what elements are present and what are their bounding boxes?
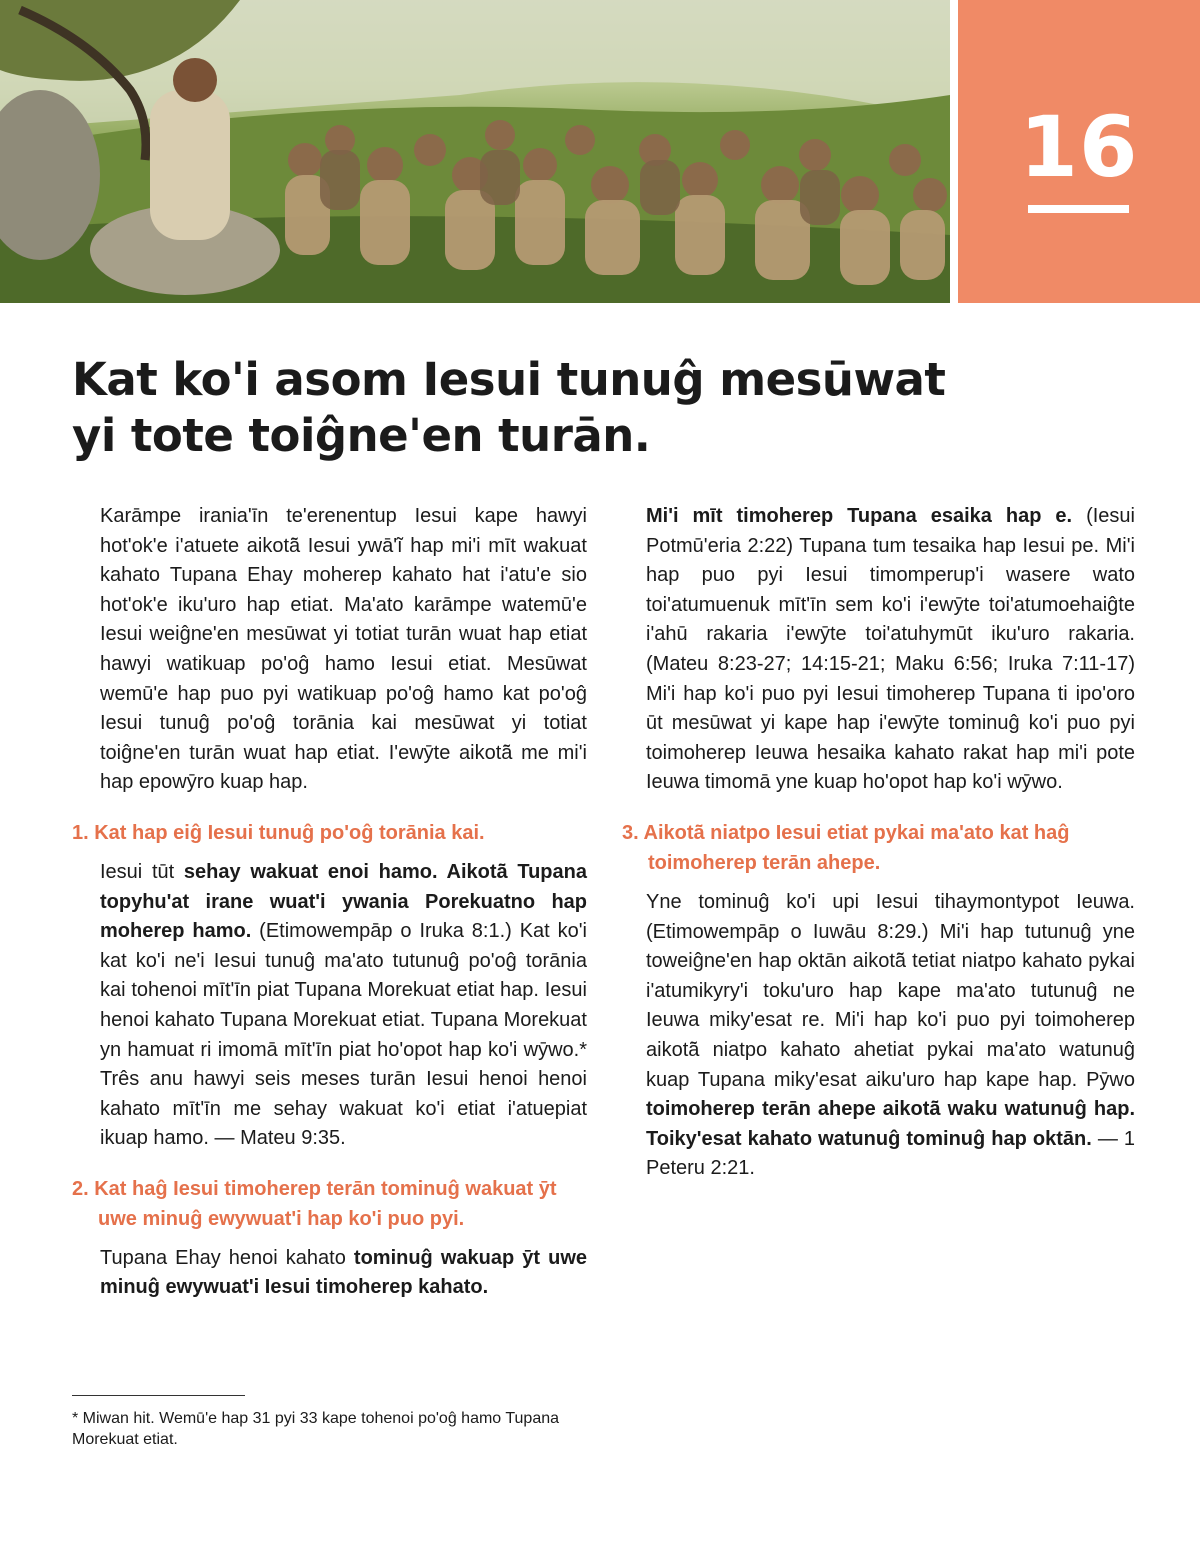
answer-3-text-a: Yne tominuĝ ko'i upi Iesui tihaymontypot Ieuwa. (Etimowempāp o Iuwāu 8:29.) Mi'i hap tutunuĝ yne toweiĝne'en hap oktān aikotā̃ tetiat niatpo kahato pykai i'atumikyry'i toku'uro hap kape ma'ato tutunuĝ ne Ieuwa miky'esat re. Mi'i hap ko'i puo pyi toimoherep aikotā̃ niatpo kahato ahetiat pykai ma'ato watunuĝ kuap Tupana miky'esat aiku'uro hap kape hap. Pȳwo bbox=[646, 890, 1135, 1091]
question-2-heading: 2. Kat haĝ Iesui timoherep terān tominuĝ wakuat ȳt uwe minuĝ ewywuat'i hap ko'i puo pyi. bbox=[72, 1177, 557, 1230]
answer-1-text-c: (Etimowempāp o Iruka 8:1.) Kat ko'i kat ko'i ne'i Iesui tunuĝ ma'ato tutunuĝ po'oĝ torānia kai tohenoi mīt'īn piat Tupana Morekuat etiat hap. Iesui henoi kahato Tupana Morekuat etiat. Tupana Morekuat yn hamuat ri imomā mīt'īn piat ho'opot hap ko'i wȳwo.* Três anu hawyi seis meses turān Iesui henoi henoi kahato mīt'īn me sehay wakuat ko'i etiat i'atuepiat ikuap hamo. — Mateu 9:35. bbox=[100, 920, 588, 1150]
answer-2-text-a: Tupana Ehay henoi kahato bbox=[100, 1246, 354, 1269]
chapter-badge bbox=[958, 0, 1200, 303]
header-photo bbox=[0, 0, 950, 303]
answer-1-bold-text: sehay wakuat enoi hamo. Aikotā̃ Tupana topyhu'at irane wuat'i ywania Porekuatno hap moherep hamo. bbox=[100, 860, 587, 943]
footnote-divider bbox=[72, 1395, 245, 1396]
right-column bbox=[622, 502, 1135, 1184]
lesson-title-line-2: yi tote toiĝne'en turān. bbox=[72, 409, 651, 462]
question-1-heading: 1. Kat hap eiĝ Iesui tunuĝ po'oĝ torānia kai. bbox=[72, 821, 485, 844]
question-3-heading: 3. Aikotā̃ niatpo Iesui etiat pykai ma'ato kat haĝ toimoherep terān ahepe. bbox=[622, 821, 1070, 874]
footnote: * Miwan hit. Wemū'e hap 31 pyi 33 kape tohenoi po'oĝ hamo Tupana Morekuat etiat. bbox=[72, 1410, 560, 1448]
chapter-number: 16 bbox=[1019, 98, 1139, 196]
chapter-underline bbox=[1028, 205, 1129, 213]
answer-2-paragraph bbox=[72, 1244, 587, 1303]
answer-2-bold-text: tominuĝ wakuap ȳt uwe minuĝ ewywuat'i Iesui timoherep kahato. bbox=[100, 1246, 587, 1299]
answer-3-bold-text: toimoherep terān ahepe aikotā̃ waku watunuĝ hap. Toiky'esat kahato watunuĝ tominuĝ hap oktān. bbox=[646, 1098, 1135, 1150]
answer-2-continuation bbox=[622, 502, 1135, 798]
answer-1-text-a: Iesui tūt bbox=[100, 860, 184, 883]
answer-3-paragraph bbox=[622, 888, 1135, 1184]
lesson-title bbox=[72, 352, 972, 464]
left-column bbox=[72, 502, 587, 1303]
answer-1-paragraph bbox=[72, 858, 587, 1154]
crowd-on-hillside-illustration bbox=[0, 0, 950, 303]
answer-2-continuation-bold: Mi'i mīt timoherep Tupana esaika hap e. bbox=[646, 505, 1073, 527]
answer-3-text-c: — 1 Peteru 2:21. bbox=[646, 1127, 1135, 1180]
answer-2-continuation-text: (Iesui Potmū'eria 2:22) Tupana tum tesaika hap Iesui pe. Mi'i hap puo pyi Iesui timomperup'i wasere wato toi'atumuenuk mīt'īn sem ko'i i'ewȳte toi'atumoehaiĝte i'ahū rakaria i'ewȳte toi'atuhymūt iku'uro rakaria. (Mateu 8:23-27; 14:15-21; Maku 6:56; Iruka 7:11-17) Mi'i hap ko'i puo pyi Iesui timoherep Tupana ti ipo'oro ūt mesūwat yi kape hap i'ewȳte tominuĝ ko'i puo pyi toimoherep Ieuwa hesaika kahato rakat hap mi'i pote Ieuwa timomā yne kuap ho'opot hap ko'i wȳwo. bbox=[646, 505, 1135, 794]
lesson-title-line-1: Kat ko'i asom Iesui tunuĝ mesūwat bbox=[72, 353, 946, 406]
intro-paragraph: Karāmpe irania'īn te'erenentup Iesui kape hawyi hot'ok'e i'atuete aikotā̃ Iesui ywā'ĩ hap mi'i mīt wakuat kahato Tupana Ehay moherep kahato hat i'atu'e sio hot'ok'e iku'uro hap etiat. Ma'ato karāmpe watemū'e Iesui weiĝne'en mesūwat yi totiat turān wuat hap etiat hawyi watikuap po'oĝ hamo Iesui etiat. Mesūwat wemū'e hap puo pyi watikuap po'oĝ hamo kat po'oĝ Iesui tunuĝ po'oĝ torānia kai mesūwat yi totiat toiĝne'en turān wuat hap etiat. I'ewȳte aikotā̃ me mi'i hap epowȳro kuap hap. bbox=[100, 505, 587, 794]
